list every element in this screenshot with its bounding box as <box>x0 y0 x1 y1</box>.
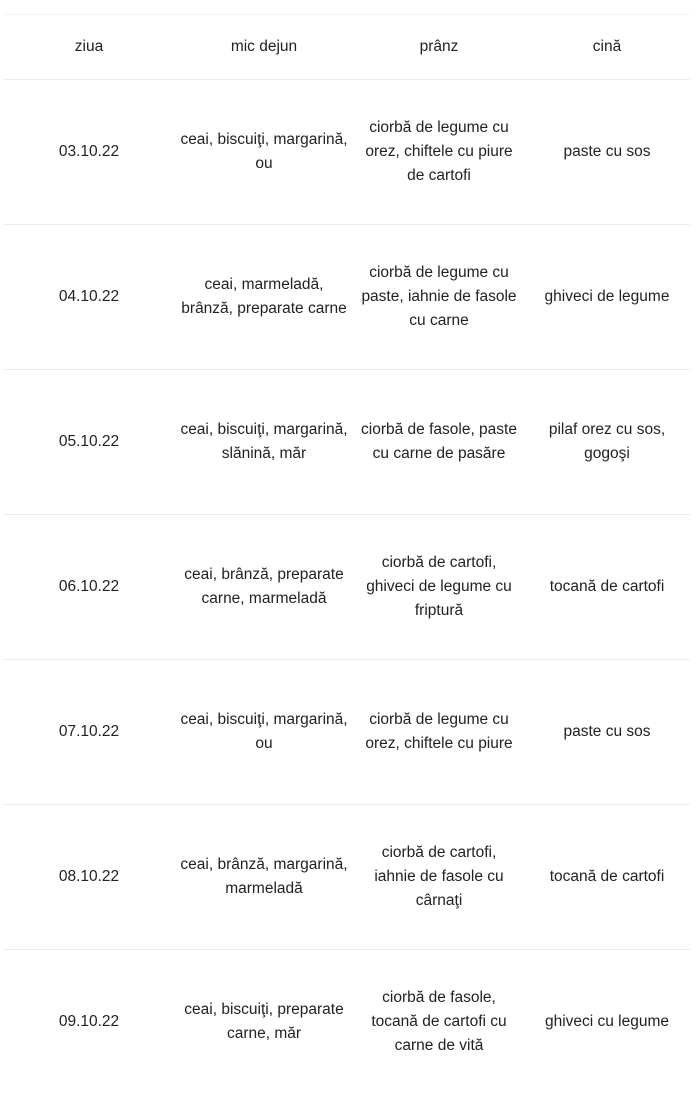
cell-breakfast: ceai, biscuiţi, margarină, ou <box>174 80 354 225</box>
menu-table-container <box>4 14 690 1094</box>
cell-dinner: paste cu sos <box>524 660 690 805</box>
cell-day: 04.10.22 <box>4 225 174 370</box>
cell-dinner: tocană de cartofi <box>524 805 690 950</box>
cell-lunch: ciorbă de legume cu paste, iahnie de fasole cu carne <box>354 225 524 370</box>
cell-day: 09.10.22 <box>4 950 174 1094</box>
table-row <box>4 515 690 660</box>
cell-day: 05.10.22 <box>4 370 174 515</box>
table-row <box>4 370 690 515</box>
table-body <box>4 80 690 1094</box>
cell-lunch: ciorbă de legume cu orez, chiftele cu piure <box>354 660 524 805</box>
header-row <box>4 15 690 80</box>
cell-dinner: paste cu sos <box>524 80 690 225</box>
cell-day: 03.10.22 <box>4 80 174 225</box>
cell-breakfast: ceai, marmeladă, brânză, preparate carne <box>174 225 354 370</box>
cell-dinner: ghiveci de legume <box>524 225 690 370</box>
cell-day: 07.10.22 <box>4 660 174 805</box>
cell-dinner: ghiveci cu legume <box>524 950 690 1094</box>
cell-day: 06.10.22 <box>4 515 174 660</box>
table-row <box>4 950 690 1094</box>
cell-lunch: ciorbă de legume cu orez, chiftele cu piure de cartofi <box>354 80 524 225</box>
menu-table <box>4 14 690 1094</box>
header-lunch: prânz <box>354 15 524 80</box>
table-row <box>4 80 690 225</box>
cell-dinner: tocană de cartofi <box>524 515 690 660</box>
cell-lunch: ciorbă de fasole, tocană de cartofi cu carne de vită <box>354 950 524 1094</box>
cell-day: 08.10.22 <box>4 805 174 950</box>
cell-lunch: ciorbă de cartofi, iahnie de fasole cu cârnaţi <box>354 805 524 950</box>
cell-dinner: pilaf orez cu sos, gogoşi <box>524 370 690 515</box>
table-row <box>4 660 690 805</box>
cell-breakfast: ceai, biscuiţi, preparate carne, măr <box>174 950 354 1094</box>
cell-breakfast: ceai, brânză, margarină, marmeladă <box>174 805 354 950</box>
header-day: ziua <box>4 15 174 80</box>
cell-breakfast: ceai, brânză, preparate carne, marmeladă <box>174 515 354 660</box>
header-breakfast: mic dejun <box>174 15 354 80</box>
header-dinner: cină <box>524 15 690 80</box>
cell-breakfast: ceai, biscuiţi, margarină, slănină, măr <box>174 370 354 515</box>
cell-lunch: ciorbă de cartofi, ghiveci de legume cu friptură <box>354 515 524 660</box>
table-header <box>4 15 690 80</box>
cell-breakfast: ceai, biscuiţi, margarină, ou <box>174 660 354 805</box>
cell-lunch: ciorbă de fasole, paste cu carne de pasăre <box>354 370 524 515</box>
table-row <box>4 805 690 950</box>
table-row <box>4 225 690 370</box>
